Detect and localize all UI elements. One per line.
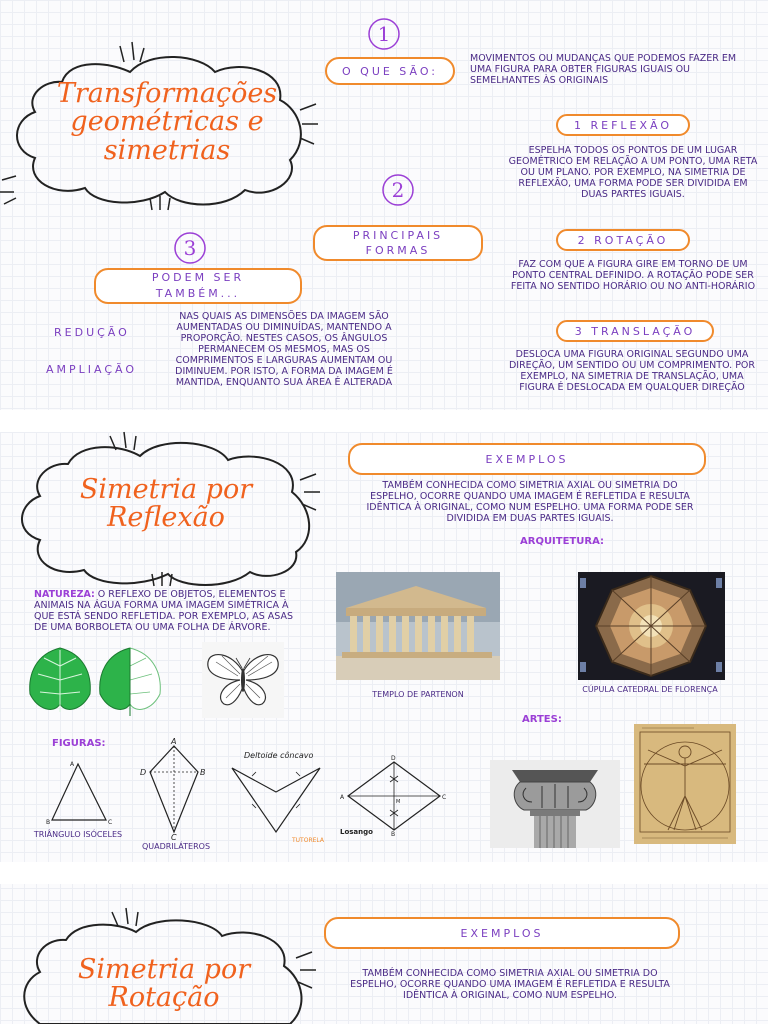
title-line: Rotação: [108, 982, 220, 1014]
svg-text:TUTORELA: TUTORELA: [292, 837, 324, 844]
svg-text:Losango: Losango: [340, 828, 373, 836]
svg-text:Deltoide côncavo: Deltoide côncavo: [244, 751, 314, 760]
podem-ser-label: TAMBÉM...: [155, 287, 241, 300]
svg-text:A: A: [340, 794, 345, 801]
triangulo-caption: TRIÂNGULO ISÓCELES: [33, 830, 123, 839]
svg-text:D: D: [391, 755, 396, 762]
exemplos-label: EXEMPLOS: [460, 926, 544, 940]
title-line: Simetria por: [77, 954, 251, 985]
number-circle-3: [172, 230, 208, 266]
svg-text:C: C: [108, 819, 113, 826]
corinthian-column-image: [490, 760, 620, 848]
cupula-caption: CÚPULA CATEDRAL DE FLORENÇA: [582, 685, 718, 694]
rhombus-figure: [336, 752, 454, 838]
section-title: [66, 476, 266, 533]
page-title: [52, 80, 282, 165]
leaf-symmetry-image: [26, 644, 168, 716]
svg-text:D: D: [140, 768, 147, 777]
vitruvian-man-image: [634, 724, 736, 844]
svg-text:A: A: [171, 737, 177, 746]
svg-text:B: B: [46, 819, 51, 826]
number-circle-2: [380, 172, 416, 208]
rotacao-label: 2 ROTAÇÃO: [577, 233, 669, 247]
svg-text:3: 3: [183, 236, 197, 260]
svg-text:A: A: [70, 761, 75, 768]
svg-text:C: C: [171, 833, 177, 842]
exemplos-label: EXEMPLOS: [485, 452, 569, 466]
svg-text:1: 1: [377, 22, 391, 46]
section-title: [64, 956, 264, 1013]
exemplos-text: TAMBÉM CONHECIDA COMO SIMETRIA AXIAL OU SIMETRIA DO ESPELHO, OCORRE QUANDO UMA IMAGEM É REFLETIDA E RESULTA IDÊNTICA À ORIGINAL, COMO NUM ESPELHO.: [350, 968, 670, 1001]
translacao-label: 3 TRANSLAÇÃO: [574, 324, 696, 338]
svg-text:C: C: [442, 794, 447, 801]
reducao-label: REDUÇÃO: [54, 326, 130, 339]
o-que-sao-text: MOVIMENTOS OU MUDANÇAS QUE PODEMOS FAZER EM UMA FIGURA PARA OBTER FIGURAS IGUAIS OU SEMELHANTES ÀS ORIGINAIS: [470, 53, 737, 86]
page-divider: [0, 862, 768, 884]
rotacao-text: FAZ COM QUE A FIGURA GIRE EM TORNO DE UM PONTO CENTRAL DEFINIDO. A ROTAÇÃO PODE SER FEITA NO SENTIDO HORÁRIO OU NO ANTI-HORÁRIO: [510, 259, 756, 292]
natureza-text: [34, 589, 306, 633]
concave-deltoid-figure: [226, 746, 326, 846]
translacao-pill: [556, 320, 714, 342]
o-que-sao-pill: [325, 57, 455, 85]
title-line: Reflexão: [107, 502, 225, 534]
reflexao-pill: [556, 114, 690, 136]
exemplos-pill: [348, 443, 706, 475]
podem-ser-label: PODEM SER: [151, 271, 245, 284]
svg-text:M: M: [396, 799, 401, 805]
principais-formas-label: PRINCIPAIS FORMAS: [352, 229, 444, 257]
title-line: geométricas e: [70, 106, 264, 138]
principais-formas-pill: [313, 225, 483, 261]
rotacao-pill: [556, 229, 690, 251]
parthenon-image: [336, 572, 500, 680]
natureza-label: NATUREZA:: [34, 589, 95, 600]
arquitetura-label: ARQUITETURA:: [520, 536, 604, 547]
title-line: Simetria por: [79, 474, 253, 505]
svg-text:B: B: [200, 768, 206, 777]
svg-text:2: 2: [391, 178, 405, 202]
reducao-ampliacao-text: NAS QUAIS AS DIMENSÕES DA IMAGEM SÃO AUMENTADAS OU DIMINUÍDAS, MANTENDO A PROPORÇÃO. NESTES CASOS, OS ÂNGULOS PERMANECEM OS MESMOS, MAS OS COMPRIMENTOS E LARGURAS AUMENTAM OU DIMINUEM. POR ISTO, A FORMA DA IMAGEM É MANTIDA, ENQUANTO SUA ÁREA É ALTERADA: [175, 311, 393, 388]
exemplos-pill: [324, 917, 680, 949]
quadrilateros-caption: QUADRILÁTEROS: [141, 842, 211, 851]
butterfly-image: [202, 642, 284, 718]
natureza-body: O REFLEXO DE OBJETOS, ELEMENTOS E ANIMAIS NA ÁGUA FORMA UMA IMAGEM SIMÉTRICA À QUE ESTÁ SENDO REFLETIDA. POR EXEMPLO, AS ASAS DE UMA BORBOLETA OU UMA FOLHA DE ÁRVORE.: [34, 589, 294, 633]
reflexao-label: 1 REFLEXÃO: [573, 118, 673, 132]
artes-label: ARTES:: [522, 714, 562, 725]
title-line: simetrias: [103, 134, 231, 166]
page-divider: [0, 410, 768, 432]
isosceles-triangle-figure: [42, 758, 122, 828]
o-que-sao-label: O QUE SÃO:: [342, 64, 438, 78]
partenon-caption: TEMPLO DE PARTENON: [372, 690, 464, 699]
podem-ser-pill: [94, 268, 302, 304]
figuras-label: FIGURAS:: [52, 738, 106, 749]
translacao-text: DESLOCA UMA FIGURA ORIGINAL SEGUNDO UMA DIREÇÃO, UM SENTIDO OU UM COMPRIMENTO. POR EXEMPLO, NA SIMETRIA DE TRANSLAÇÃO, UMA FIGURA É DESLOCADA EM QUALQUER DIREÇÃO: [508, 349, 756, 393]
reflexao-text: ESPELHA TODOS OS PONTOS DE UM LUGAR GEOMÉTRICO EM RELAÇÃO A UM PONTO, UMA RETA OU UM PLANO. POR EXEMPLO, NA SIMETRIA DE REFLEXÃO, UMA FORMA PODE SER DIVIDIDA EM DUAS PARTES IGUAIS.: [508, 145, 758, 200]
exemplos-text: TAMBÉM CONHECIDA COMO SIMETRIA AXIAL OU SIMETRIA DO ESPELHO, OCORRE QUANDO UMA IMAGEM É REFLETIDA E RESULTA IDÊNTICA À ORIGINAL, COMO NUM ESPELHO. UMA FORMA PODE SER DIVIDIDA EM DUAS PARTES IGUAIS.: [366, 480, 694, 524]
title-line: Transformações: [56, 78, 278, 109]
kite-figure: [136, 736, 212, 842]
ampliacao-label: AMPLIAÇÃO: [46, 363, 138, 376]
number-circle-1: [366, 16, 402, 52]
svg-text:B: B: [391, 831, 396, 838]
florence-cupola-image: [578, 572, 725, 680]
